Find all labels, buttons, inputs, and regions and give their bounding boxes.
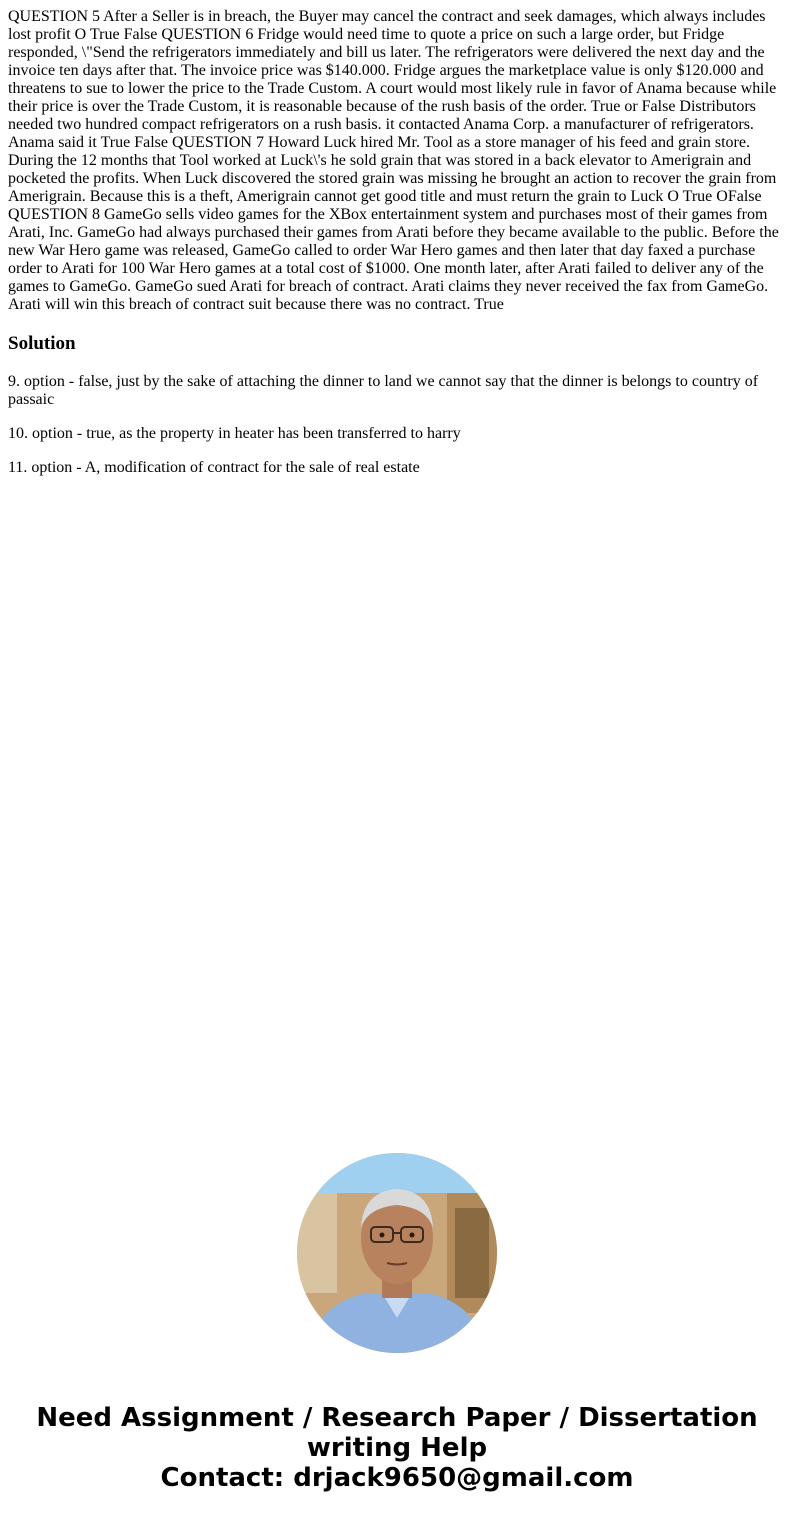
question-text: QUESTION 5 After a Seller is in breach, the Buyer may cancel the contract and seek damages, which always includes lost profit O True False QUESTION 6 Fridge would need time to quote a price on such a large order, but Fridge responded, \"Send the refrigerators immediately and bill us later. The refrigerators were delivered the next day and the invoice ten days after that. The invoice price was $140.000. Fridge argues the marketplace value is only $120.000 and threatens to sue to lower the price to the Trade Custom. A court would most likely rule in favor of Anama because while their price is over the Trade Custom, it is reasonable because of the rush basis of the order. True or False Distributors needed two hundred compact refrigerators on a rush basis. it contacted Anama Corp. a manufacturer of refrigerators. Anama said it True False QUESTION 7 Howard Luck hired Mr. Tool as a store manager of his feed and grain store. During the 12 months that Tool worked at Luck\'s he sold grain that was stored in a back elevator to Amerigrain and pocketed the profits. When Luck discovered the stored grain was missing he brought an action to recover the grain from Amerigrain. Because this is a theft, Amerigrain cannot get good title and must return the grain to Luck O True OFalse QUESTION 8 GameGo sells video games for the XBox entertainment system and purchases most of their games from Arati, Inc. GameGo had always purchased their games from Arati before they became available to the public. Before the new War Hero game was released, GameGo called to order War Hero games and then later that day faxed a purchase order to Arati for 100 War Hero games at a total cost of $1000. One month later, after Arati failed to deliver any of the games to GameGo. GameGo sued Arati for breach of contract. Arati claims they never received the fax from GameGo. Arati will win this breach of contract suit because there was no contract. True [8,8,779,313]
promo-banner [0,1403,794,1493]
promo-line-2: writing Help [306,1433,488,1463]
solution-heading: Solution [8,333,76,354]
tutor-portrait-icon [297,1153,497,1353]
solution-answer-9: 9. option - false, just by the sake of attaching the dinner to land we cannot say that the dinner is belongs to country of passaic [8,373,759,408]
promo-line-1: Need Assignment / Research Paper / Dissertation [36,1403,758,1433]
solution-answer-10: 10. option - true, as the property in heater has been transferred to harry [8,425,461,442]
solution-answer-11: 11. option - A, modification of contract for the sale of real estate [8,459,420,476]
tutor-avatar [297,1153,497,1353]
promo-contact: Contact: drjack9650@gmail.com [160,1463,634,1493]
